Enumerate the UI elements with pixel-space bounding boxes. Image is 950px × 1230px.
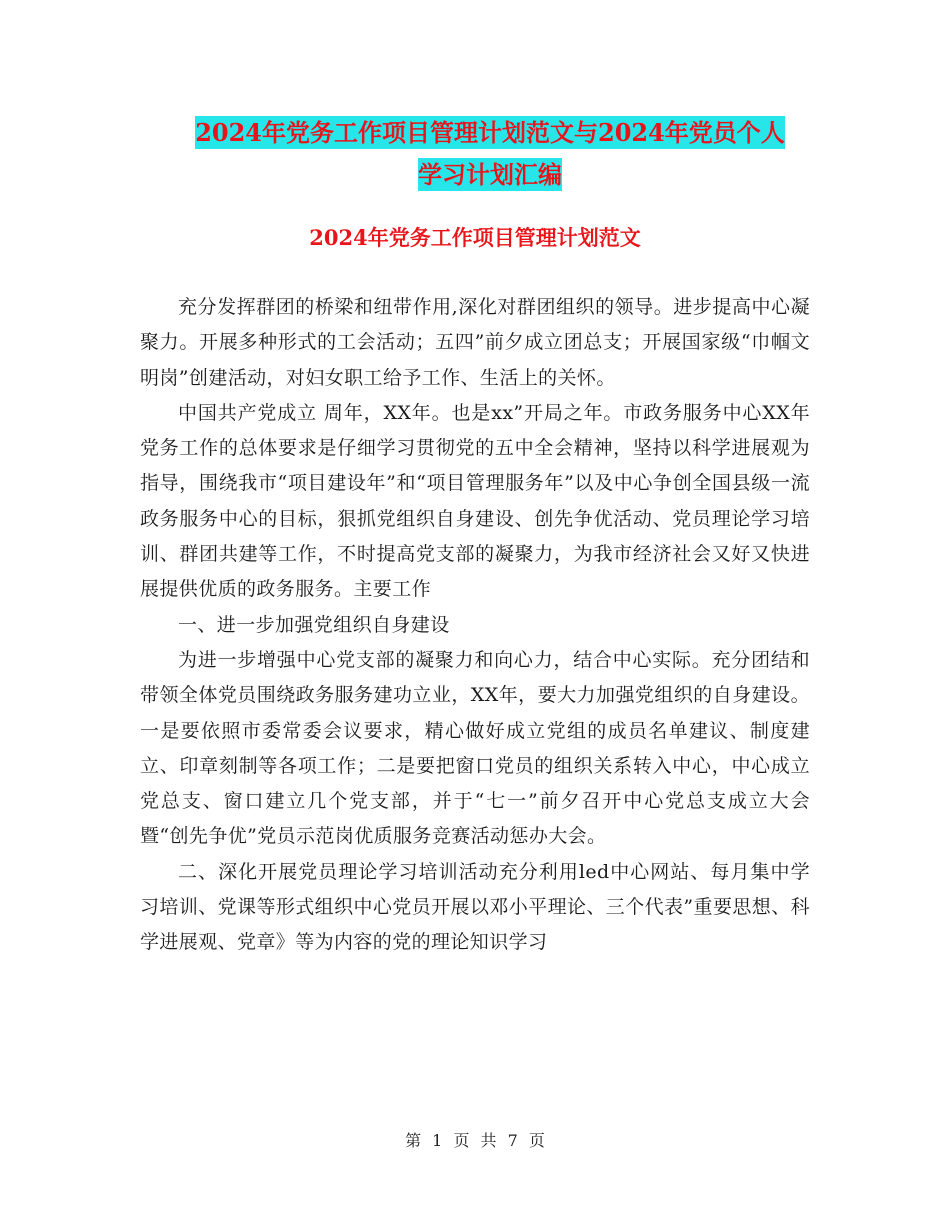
paragraph: 中国共产党成立 周年，XX年。也是xx”开局之年。市政务服务中心XX年党务工作的总体要求是仔细学习贯彻党的五中全会精神，坚持以科学进展观为指导，围绕我市“项目建设年”和“项目管理服务年”以及中心争创全国县级一流政务服务中心的目标，狠抓党组织自身建设、创先争优活动、党员理论学习培训、群团共建等工作，不时提高党支部的凝聚力，为我市经济社会又好又快进展提供优质的政务服务。主要工作 [140, 401, 810, 601]
title-line-1: 2024年党务工作项目管理计划范文与2024年党员个人 [195, 118, 785, 147]
paragraph: 为进一步增强中心党支部的凝聚力和向心力，结合中心实际。充分团结和带领全体党员围绕政务服务建功立业，XX年，要大力加强党组织的自身建设。一是要依照市委常委会议要求，精心做好成立党组的成员名单建议、制度建立、印章刻制等各项工作；二是要把窗口党员的组织关系转入中心，中心成立党总支、窗口建立几个党支部，并于“七一”前夕召开中心党总支成立大会暨“创先争优”党员示范岗优质服务竞赛活动惩办大会。 [140, 648, 810, 848]
paragraph: 充分发挥群团的桥梁和纽带作用,深化对群团组织的领导。进步提高中心凝聚力。开展多种形式的工会活动；五四”前夕成立团总支；开展国家级“巾帼文明岗”创建活动，对妇女职工给予工作、生活上的关怀。 [140, 296, 810, 389]
document-body [140, 290, 810, 961]
page-footer: 第 1 页 共 7 页 [405, 1131, 545, 1150]
paragraph-heading: 一、进一步加强党组织自身建设 [178, 613, 450, 636]
title-line-2: 学习计划汇编 [418, 160, 562, 189]
document-title [140, 112, 840, 196]
section-title: 2024年党务工作项目管理计划范文 [309, 225, 641, 250]
paragraph: 二、深化开展党员理论学习培训活动充分利用led中心网站、每月集中学习培训、党课等形式组织中心党员开展以邓小平理论、三个代表”重要思想、科学进展观、党章》等为内容的党的理论知识学习 [140, 860, 810, 954]
